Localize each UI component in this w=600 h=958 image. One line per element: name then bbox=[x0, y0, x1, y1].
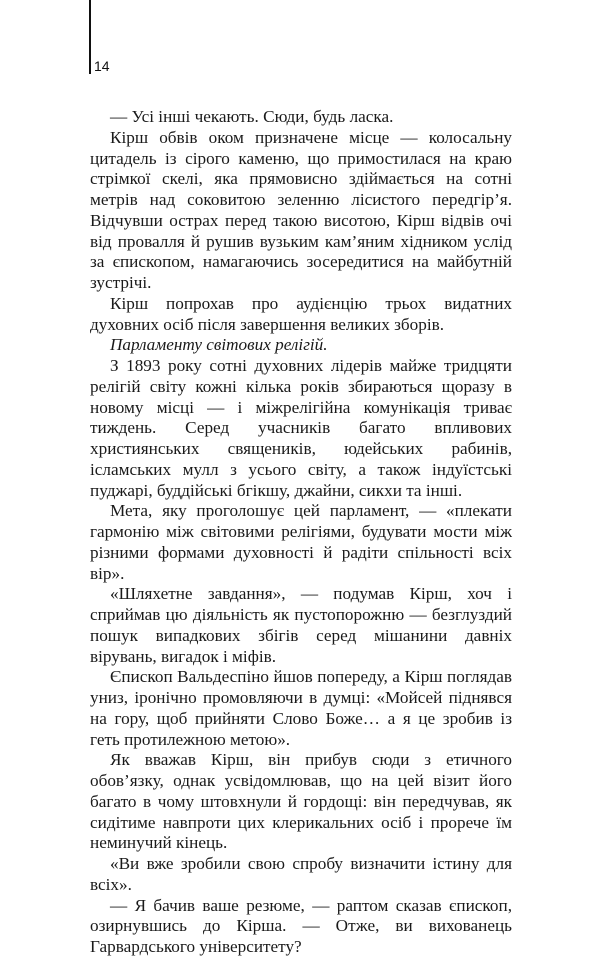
body-text bbox=[90, 107, 512, 958]
paragraph: — Усі інші чекають. Сюди, будь ласка. bbox=[110, 107, 394, 126]
paragraph: З 1893 року сотні духовних лідерів майже тридцяти релігій світу кожні кілька років збираються щоразу в новому місці — і міжрелігійна комунікація триває тиждень. Серед учасників багато впливових християнських священиків, юдейських рабинів, ісламських мулл з усього світу, а також індуїстські пуджарі, буддійські бгікшу, джайни, сикхи та інші. bbox=[90, 356, 512, 500]
paragraph: Мета, яку проголошує цей парламент, — «плекати гармонію між світовими релігіями, будувати мости між різними формами духовності й радіти спільності всіх вір». bbox=[90, 501, 512, 583]
paragraph: Як вважав Кірш, він прибув сюди з етичного обов’язку, однак усвідомлював, що на цей візит його багато в чому штовхнули й гордощі: він передчував, як сидітиме навпроти цих клерикальних осіб і прорече їм неминучий кінець. bbox=[90, 750, 512, 853]
margin-rule bbox=[89, 0, 91, 74]
page-number: 14 bbox=[94, 58, 110, 74]
paragraph: Кірш обвів оком призначене місце — колосальну цитадель із сірого каменю, що примостилася на краю стрімкої скелі, яка прямовисно здіймається на сотні метрів над соковитою зеленню лісистого передгір’я. Відчувши острах перед такою висотою, Кірш відвів очі від провалля й рушив вузьким кам’яним хідником услід за єпископом, намагаючись зосередитися на майбутній зустрічі. bbox=[90, 127, 512, 292]
paragraph: — Я бачив ваше резюме, — раптом сказав єпископ, озирнувшись до Кірша. — Отже, ви вихованець Гарвардського університету? bbox=[90, 895, 512, 956]
paragraph: «Шляхетне завдання», — подумав Кірш, хоч і сприймав цю діяльність як пустопорожню — безглуздий пошук випадкових збігів серед мішанини давніх вірувань, вигадок і міфів. bbox=[90, 584, 512, 666]
paragraph-italic: Парламенту світових релігій. bbox=[110, 335, 328, 355]
paragraph: Кірш попрохав про аудієнцію трьох видатних духовних осіб після завершення великих зборів. bbox=[90, 293, 512, 334]
paragraph: Єпископ Вальдеспіно йшов попереду, а Кірш поглядав униз, іронічно промовляючи в думці: «Мойсей піднявся на гору, щоб прийняти Слово Боже… а я це зробив із геть протилежною метою». bbox=[90, 667, 512, 749]
paragraph: «Ви вже зробили свою спробу визначити істину для всіх». bbox=[90, 854, 512, 894]
